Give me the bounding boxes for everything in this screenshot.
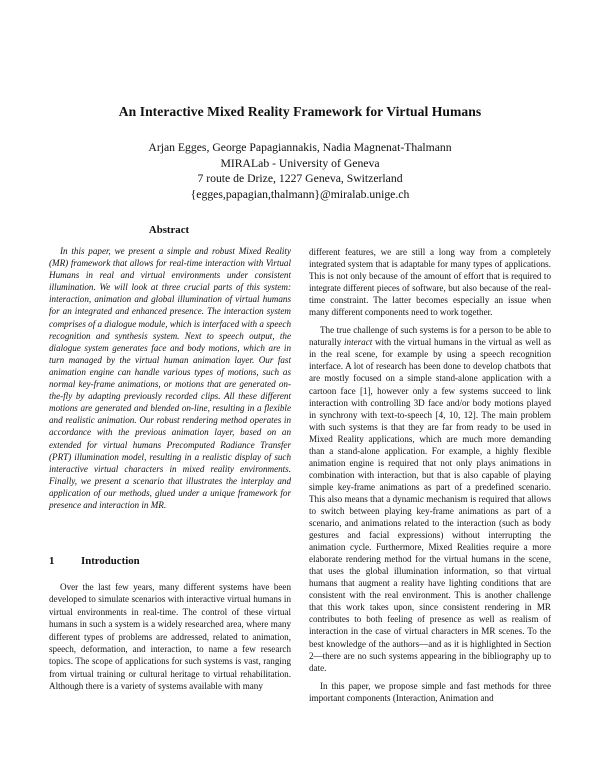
address: 7 route de Drize, 1227 Geneva, Switzerland <box>197 172 403 185</box>
right-paragraph-1: different features, we are still a long way from a completely integrated system that is adaptable for many types of applications. This is not only because of the amount of effort that is required to integrate different pieces of software, but also because of the real-time constraint. The latter becomes especially an issue when many different components need to work together. <box>309 247 551 318</box>
abstract-heading: Abstract <box>148 224 190 236</box>
paper-title: An Interactive Mixed Reality Framework for Virtual Humans <box>118 104 482 119</box>
right-column <box>309 246 551 704</box>
author-names: Arjan Egges, George Papagiannakis, Nadia Magnenat-Thalmann <box>148 141 452 154</box>
affiliation: MIRALab - University of Geneva <box>220 156 380 170</box>
right-paragraph-2 <box>309 324 551 673</box>
email: {egges,papagian,thalmann}@miralab.unige.ch <box>190 187 410 201</box>
introduction-body <box>49 581 291 693</box>
author-block <box>0 140 600 202</box>
abstract-body <box>49 245 291 511</box>
section-title: Introduction <box>81 555 140 567</box>
section-heading-introduction <box>49 555 140 567</box>
introduction-paragraph: Over the last few years, many different systems have been developed to simulate scenarios with interactive virtual humans in virtual environments in real-time. The control of these virtual humans in such a system is a widely researched area, where many different types of problems are addressed, related to animation, speech, deformation, and interaction, to name a few research topics. The scope of applications for such systems is vast, ranging from virtual training or cultural heritage to virtual rehabilitation. Although there is a variety of systems available with many <box>49 582 291 692</box>
abstract-text: In this paper, we present a simple and robust Mixed Reality (MR) framework that allows for real-time interaction with Virtual Humans in real and virtual environments under consistent illumination. We will look at three crucial parts of this system: interaction, animation and global illumination of virtual humans for an integrated and enhanced presence. The interaction system comprises of a dialogue module, which is interfaced with a speech recognition and synthesis system. Next to speech output, the dialogue system generates face and body motions, which are in turn managed by the virtual human animation layer. Our fast animation engine can handle various types of motions, such as normal key-frame animations, or motions that are generated on-the-fly by adapting previously recorded clips. All these different motions are generated and blended on-line, resulting in a flexible and realistic animation. Our robust rendering method operates in accordance with the previous animation layer, based on an extended for virtual humans Precomputed Radiance Transfer (PRT) illumination model, resulting in a realistic display of such interactive virtual characters in mixed reality environments. Finally, we present a scenario that illustrates the interplay and application of our methods, glued under a unique framework for presence and interaction in MR. <box>49 246 291 510</box>
section-number: 1 <box>49 555 55 567</box>
p2-text-start: The true challenge of such systems is for a person to be able to naturally <box>309 325 551 348</box>
p2-text-end: with the virtual humans in the virtual as well as in the real scene, for example by using a speech recognition interface. A lot of research has been done to develop chatbots that are mostly focused on a simple stand-alone application with a cartoon face [1], however only a few systems succeed to link interaction with controlling 3D face and/or body motions played in synchrony with text-to-speech [4, 10, 12]. The main problem with such systems is that they are far from ready to be used in Mixed Reality applications, which are much more demanding than a stand-alone application. For example, a highly flexible animation engine is required that not only plays animations in combination with interaction, but that is also capable of playing simple key-frame animations as part of a predefined scenario. This also means that a dynamic mechanism is required that allows to switch between playing key-frame animations as part of a scenario, and animations related to the interaction (such as body gestures and facial expressions) without interrupting the animation cycle. Furthermore, Mixed Realities require a more elaborate rendering method for the virtual humans in the scene, that uses the global illumination information, so that virtual humans that augment a reality have lighting conditions that are consistent with the real environment. This is another challenge that this work takes upon, since consistent rendering in MR contributes to both feeling of presence as well as realism of interaction in the case of virtual characters in MR scenes. To the best knowledge of the authors—and as it is highlighted in Section 2—there are no such systems appearing in the bibliography up to date. <box>309 337 551 673</box>
p2-emphasis: interact <box>344 337 373 348</box>
right-paragraph-3: In this paper, we propose simple and fast methods for three important components (Interaction, Animation and <box>309 680 551 703</box>
